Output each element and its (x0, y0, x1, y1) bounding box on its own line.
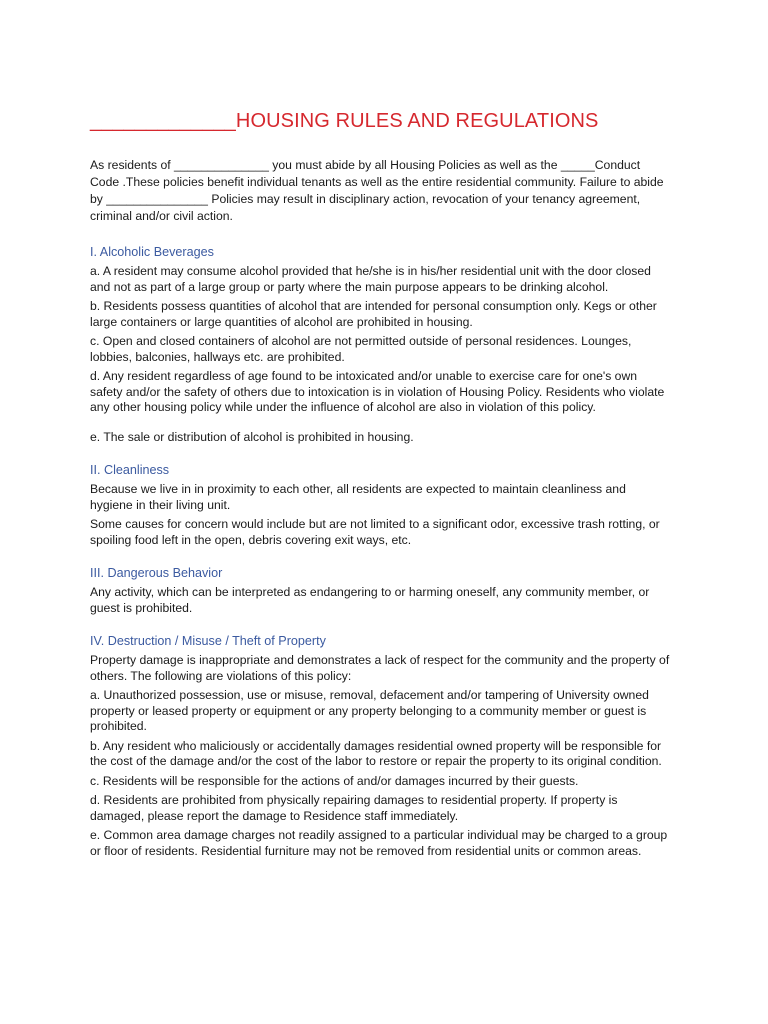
rule-paragraph: e. Common area damage charges not readily assigned to a particular individual may be charged to a group or floor of residents. Residential furniture may not be removed from residential units or common areas. (90, 828, 668, 858)
rule-paragraph: b. Any resident who maliciously or accidentally damages residential owned property will be responsible for the cost of the damage and/or the cost of the labor to restore or repair the property to its original condition. (90, 738, 662, 768)
section-heading: I. Alcoholic Beverages (90, 245, 214, 259)
document-page (90, 110, 670, 877)
section-destruction-misuse-theft (90, 634, 670, 859)
rule-paragraph: Some causes for concern would include but are not limited to a significant odor, excessive trash rotting, or spoiling food left in the open, debris covering exit ways, etc. (90, 517, 660, 547)
rule-paragraph: c. Residents will be responsible for the actions of and/or damages incurred by their guests. (90, 773, 579, 788)
section-dangerous-behavior (90, 566, 670, 616)
rule-paragraph: Property damage is inappropriate and demonstrates a lack of respect for the community and the property of others. The following are violations of this policy: (90, 653, 670, 683)
rule-paragraph: d. Residents are prohibited from physically repairing damages to residential property. If property is damaged, please report the damage to Residence staff immediately. (90, 793, 618, 823)
section-heading: IV. Destruction / Misuse / Theft of Property (90, 634, 326, 648)
rule-paragraph: e. The sale or distribution of alcohol is prohibited in housing. (90, 429, 414, 444)
section-heading: III. Dangerous Behavior (90, 566, 223, 580)
rule-paragraph: a. A resident may consume alcohol provided that he/she is in his/her residential unit with the door closed and not as part of a large group or party where the main purpose appears to be drinking alcohol. (90, 264, 651, 294)
rule-paragraph: Because we live in in proximity to each other, all residents are expected to maintain cleanliness and hygiene in their living unit. (90, 482, 626, 512)
document-title: _____________HOUSING RULES AND REGULATIONS (90, 110, 599, 132)
section-alcoholic-beverages (90, 245, 670, 445)
section-cleanliness (90, 463, 670, 548)
rule-paragraph: d. Any resident regardless of age found to be intoxicated and/or unable to exercise care for one's own safety and/or the safety of others due to intoxication is in violation of Housing Policy. Residents who violate any other housing policy while under the influence of alcohol are also in violation of this policy. (90, 369, 665, 414)
rule-paragraph: b. Residents possess quantities of alcohol that are intended for personal consumption only. Kegs or other large containers or large quantities of alcohol are prohibited in housing. (90, 299, 657, 329)
section-heading: II. Cleanliness (90, 463, 170, 477)
rule-paragraph: Any activity, which can be interpreted as endangering to or harming oneself, any community member, or guest is prohibited. (90, 585, 650, 615)
intro-paragraph: As residents of ______________ you must abide by all Housing Policies as well as the _____Conduct Code .These policies benefit individual tenants as well as the entire residential community. Failure to abide by _______________ Policies may result in disciplinary action, revocation of your tenancy agreement, criminal and/or civil action. (90, 158, 664, 223)
rule-paragraph: c. Open and closed containers of alcohol are not permitted outside of personal residences. Lounges, lobbies, balconies, hallways etc. are prohibited. (90, 334, 632, 364)
rule-paragraph: a. Unauthorized possession, use or misuse, removal, defacement and/or tampering of University owned property or leased property or equipment or any property belonging to a community member or guest is prohibited. (90, 688, 649, 733)
